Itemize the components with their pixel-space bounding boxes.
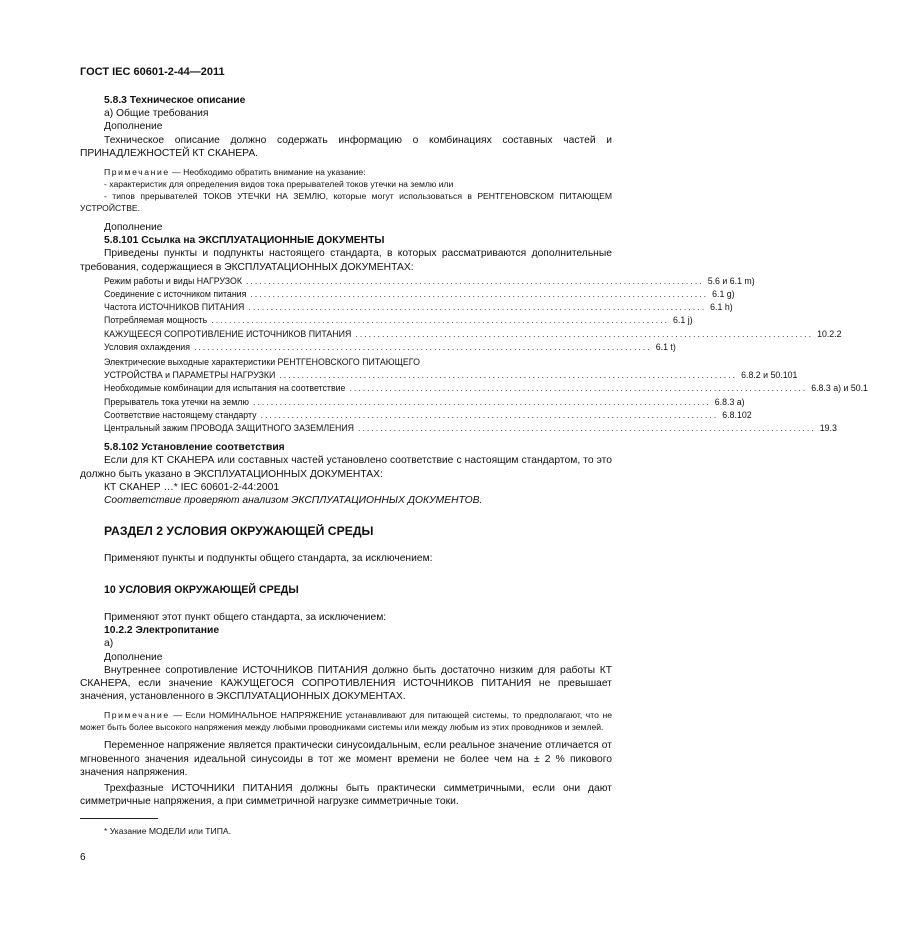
list-item: Центральный зажим ПРОВОДА ЗАЩИТНОГО ЗАЗЕМЛЕНИЯ ....................................................................................................... 19.3 — [104, 423, 837, 434]
compliance-line: Соответствие проверяют анализом ЭКСПЛУАТАЦИОННЫХ ДОКУМЕНТОВ. — [104, 495, 483, 507]
section-2-text: Применяют пункты и подпункты общего стандарта, за исключением: — [104, 553, 433, 565]
list-item: Соответствие настоящему стандарту ....................................................................................................... 6.8.102 — [104, 409, 752, 420]
note-text: — Если НОМИНАЛЬНОЕ НАПРЯЖЕНИЕ устанавливают для питающей системы, то предполагают, что не может быть более высокого напряжения между любыми проводниками системы или между любым из этих проводников и землей. — [80, 710, 612, 733]
footnote-separator — [80, 818, 158, 819]
note-text: — Необходимо обратить внимание на указание: — [169, 167, 366, 178]
note-label: Примечание — [104, 710, 170, 721]
note-label: Примечание — [104, 167, 170, 178]
clause-10-2-2-para-3: Трехфазные ИСТОЧНИКИ ПИТАНИЯ должны быть практически симметричными, если они дают симметричные напряжения, а при симметричной нагрузке симметричные токи. — [80, 782, 612, 808]
addition-label: Дополнение — [104, 121, 163, 133]
running-header: ГОСТ IEC 60601-2-44—2011 — [80, 66, 225, 78]
list-item: Режим работы и виды НАГРУЗОК ....................................................................................................... 5.6 и 6.1 m) — [104, 275, 755, 286]
list-item: Электрические выходные характеристики РЕНТГЕНОВСКОГО ПИТАЮЩЕГО — [104, 357, 420, 368]
clause-5-8-102-title: 5.8.102 Установление соответствия — [104, 442, 285, 454]
clause-10-2-2-item-a: а) — [104, 638, 114, 650]
note-item-2: - типов прерывателей ТОКОВ УТЕЧКИ НА ЗЕМЛЮ, которые могут использоваться в РЕНТГЕНОВСКОМ ПИТАЮЩЕМ УСТРОЙСТВЕ. — [80, 191, 612, 214]
clause-5-8-3-item-a: а) Общие требования — [104, 108, 209, 120]
note-block — [80, 166, 612, 214]
clause-5-8-101-text: Приведены пункты и подпункты настоящего стандарта, в которых рассматриваются дополнительные требования, содержащиеся в ЭКСПЛУАТАЦИОННЫХ ДОКУМЕНТАХ: — [80, 248, 612, 273]
list-item: УСТРОЙСТВА и ПАРАМЕТРЫ НАГРУЗКИ ....................................................................................................... 6.8.2 и 50.101 — [104, 370, 798, 381]
list-item: Необходимые комбинации для испытания на соответствие ....................................................................................................... 6.8.3 а) и 50.1 — [104, 383, 868, 394]
note-item-1: - характеристик для определения видов тока прерывателей токов утечки на землю или — [104, 179, 454, 190]
marking-line: КТ СКАНЕР …* IEC 60601-2-44:2001 — [104, 481, 280, 493]
clause-10-2-2-title: 10.2.2 Электропитание — [104, 625, 220, 637]
clause-10-2-2-para-2: Переменное напряжение является практически синусоидальным, если реальное значение отличается от мгновенного значения идеальной синусоиды в тот же момент времени не более чем на ± 2 % пикового значения напряжения. — [80, 740, 612, 778]
requirements-list — [104, 275, 868, 435]
clause-5-8-3-title: 5.8.3 Техническое описание — [104, 95, 246, 106]
list-item: Условия охлаждения ....................................................................................................... 6.1 t) — [104, 341, 676, 352]
section-2-title: РАЗДЕЛ 2 УСЛОВИЯ ОКРУЖАЮЩЕЙ СРЕДЫ — [104, 524, 374, 539]
page-number: 6 — [80, 852, 86, 863]
list-item: Потребляемая мощность ....................................................................................................... 6.1 j) — [104, 315, 693, 326]
note-block-2 — [80, 709, 612, 733]
clause-5-8-102-text: Если для КТ СКАНЕРА или составных частей установлено соответствие с настоящим стандартом, то это должно быть указано в ЭКСПЛУАТАЦИОННЫХ ДОКУМЕНТАХ: — [80, 455, 612, 480]
footnote: * Указание МОДЕЛИ или ТИПА. — [104, 826, 232, 836]
content — [80, 92, 868, 808]
clause-10-text: Применяют этот пункт общего стандарта, за исключением: — [104, 611, 387, 623]
clause-10-2-2-para-1: Внутреннее сопротивление ИСТОЧНИКОВ ПИТАНИЯ должно быть достаточно низким для работы КТ СКАНЕРА, если значение КАЖУЩЕГОСЯ СОПРОТИВЛЕНИЯ ИСТОЧНИКОВ ПИТАНИЯ не превышает значения, установленного в ЭКСПЛУАТАЦИОННЫХ ДОКУМЕНТАХ. — [80, 664, 612, 703]
list-item: КАЖУЩЕЕСЯ СОПРОТИВЛЕНИЕ ИСТОЧНИКОВ ПИТАНИЯ ....................................................................................................... 10.2.2 — [104, 328, 842, 339]
clause-5-8-3-text: Техническое описание должно содержать информацию о комбинациях составных частей и ПРИНАДЛЕЖНОСТЕЙ КТ СКАНЕРА. — [80, 134, 612, 159]
list-item: Прерыватель тока утечки на землю ....................................................................................................... 6.8.3 а) — [104, 396, 745, 407]
list-item: Частота ИСТОЧНИКОВ ПИТАНИЯ ....................................................................................................... 6.1 h) — [104, 302, 733, 313]
list-item: Соединение с источником питания ....................................................................................................... 6.1 g) — [104, 289, 735, 300]
clause-10-title: 10 УСЛОВИЯ ОКРУЖАЮЩЕЙ СРЕДЫ — [104, 583, 299, 596]
clause-5-8-101-title: 5.8.101 Ссылка на ЭКСПЛУАТАЦИОННЫЕ ДОКУМЕНТЫ — [104, 235, 385, 247]
addition-label: Дополнение — [104, 651, 163, 663]
addition-label: Дополнение — [104, 222, 163, 234]
